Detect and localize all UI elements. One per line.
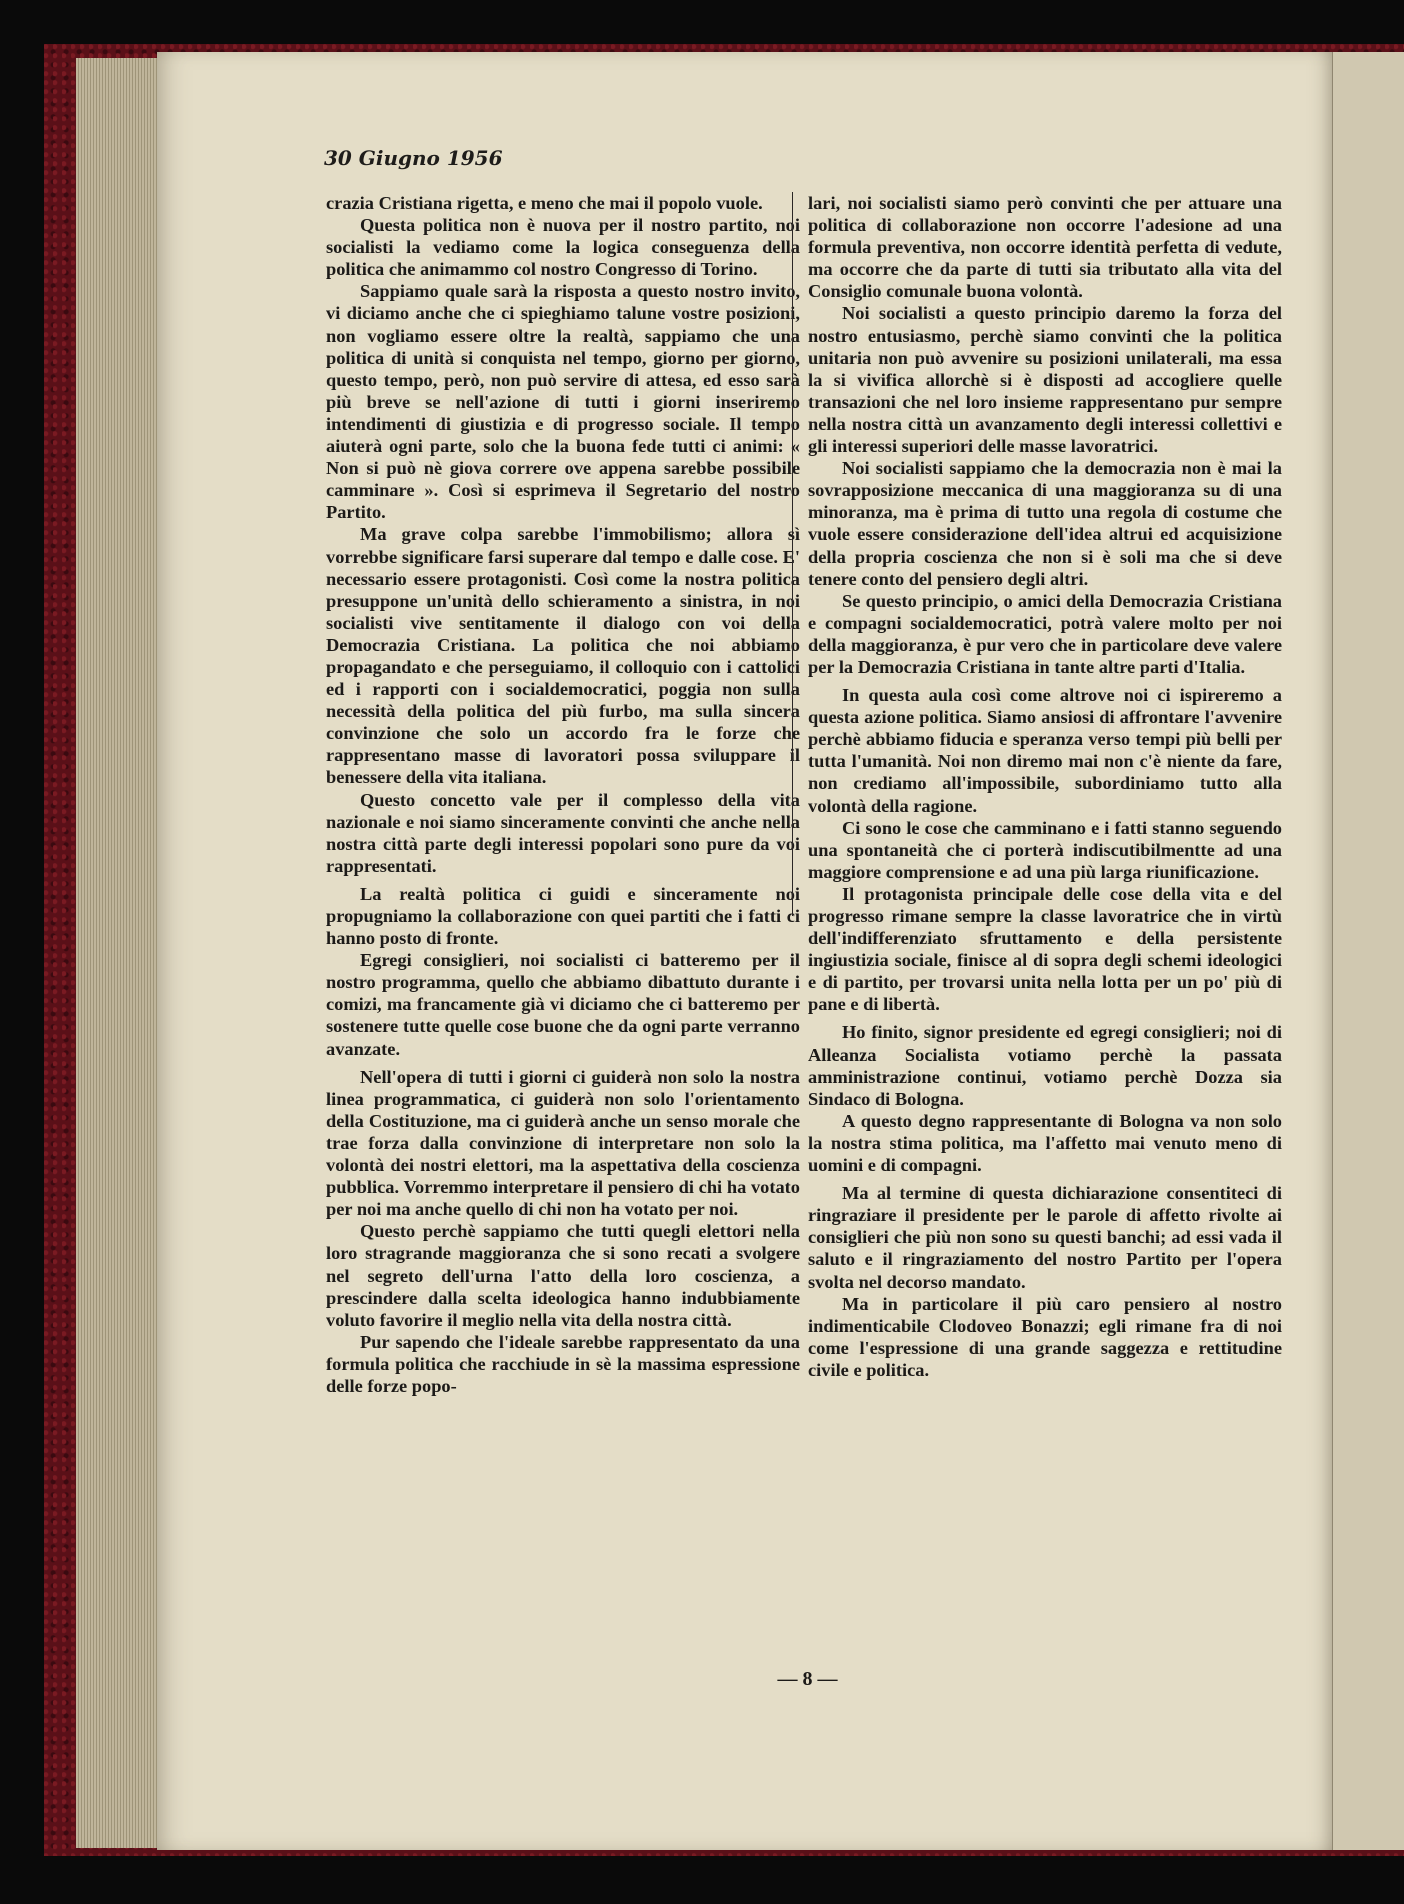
- paragraph: Il protagonista principale delle cose della vita e del progresso rimane sempre la classe lavoratrice che in virtù dell'indifferenziato sfruttamento e della persistente ingiustizia sociale, finisce al di sopra degli schemi ideologici e di partito, per trovarsi unita nella lotta per un po' più di pane e di libertà.: [808, 883, 1282, 1015]
- text-column-left: [326, 192, 800, 1397]
- column-divider: [792, 192, 793, 916]
- paragraph: crazia Cristiana rigetta, e meno che mai il popolo vuole.: [326, 193, 763, 213]
- paragraph: Pur sapendo che l'ideale sarebbe rappresentato da una formula politica che racchiude in sè la massima espressione delle forze popo-: [326, 1331, 800, 1396]
- paragraph: Nell'opera di tutti i giorni ci guiderà non solo la nostra linea programmatica, ci guiderà non solo l'orientamento della Costituzione, ma ci guiderà anche un senso morale che trae forza dalla convinzione di interpretare non solo la volontà dei nostri elettori, ma la aspettativa della coscienza pubblica. Vorremmo interpretare il pensiero di chi ha votato per noi ma anche quello di chi non ha votato per noi.: [326, 1066, 800, 1220]
- paragraph: lari, noi socialisti siamo però convinti che per attuare una politica di collaborazione non occorre l'adesione ad una formula preventiva, non occorre identità perfetta di vedute, ma occorre che da parte di tutti sia tributato alla vita del Consiglio comunale buona volontà.: [808, 193, 1282, 302]
- paragraph: A questo degno rappresentante di Bologna va non solo la nostra stima politica, ma l'affetto mai venuto meno di uomini e di compagni.: [808, 1110, 1282, 1176]
- paragraph: Ma in particolare il più caro pensiero al nostro indimenticabile Clodoveo Bonazzi; egli rimane fra di noi come l'espressione di una grande saggezza e rettitudine civile e politica.: [808, 1293, 1282, 1380]
- paragraph: Ci sono le cose che camminano e i fatti stanno seguendo una spontaneità che ci porterà indiscutibilmentte ad una maggiore comprensione e ad una più larga riunificazione.: [808, 817, 1282, 882]
- paragraph: Questo perchè sappiamo che tutti quegli elettori nella loro stragrande maggioranza che si sono recati a svolgere nel segreto dell'urna l'atto della loro coscienza, a prescindere dalla scelta ideologica hanno indubbiamente voluto favorire il meglio nella vita della nostra città.: [326, 1221, 800, 1330]
- paragraph: Ho finito, signor presidente ed egregi consiglieri; noi di Alleanza Socialista votiamo perchè la passata amministrazione continui, votiamo perchè Dozza sia Sindaco di Bologna.: [808, 1022, 1282, 1109]
- paragraph: Ma al termine di questa dichiarazione consentiteci di ringraziare il presidente per le parole di affetto rivolte ai consiglieri che più non sono su questi banchi; ad essi vada il saluto e il ringraziamento del nostro Partito per l'opera svolta nel decorso mandato.: [808, 1183, 1282, 1292]
- facing-page-edge: [1330, 52, 1404, 1850]
- paragraph: Sappiamo quale sarà la risposta a questo nostro invito, vi diciamo anche che ci spieghiamo talune vostre posizioni, non vogliamo essere oltre la realtà, sappiamo che una politica di unità si conquista nel tempo, giorno per giorno, questo tempo, però, non può servire di attesa, ed esso sarà più breve se nell'azione di tutti i giorni inseriremo intendimenti di giustizia e di progresso sociale. Il tempo aiuterà ogni parte, solo che la buona fede tutti ci animi: « Non si può nè giova correre ove appena sarebbe possibile camminare ». Così si esprimeva il Segretario del nostro Partito.: [326, 281, 800, 523]
- paragraph: Noi socialisti sappiamo che la democrazia non è mai la sovrapposizione meccanica di una maggioranza su di una minoranza, ma è prima di tutto una regola di costume che vuole essere considerazione dell'idea altrui ed acquisizione della propria coscienza che non si è soli ma che si deve tenere conto del pensiero degli altri.: [808, 458, 1282, 589]
- paragraph: Ma grave colpa sarebbe l'immobilismo; allora sì vorrebbe significare farsi superare dal tempo e dalle cose. E' necessario essere protagonisti. Così come la nostra politica presuppone un'unità dello schieramento a sinistra, in noi socialisti vive sentitamente il dialogo con voi della Democrazia Cristiana. La politica che noi abbiamo propagandato e che perseguiamo, il colloquio con i cattolici ed i rapporti con i socialdemocratici, poggia non sulla necessità della politica del più furbo, ma sulla sincera convinzione che solo un accordo fra le forze che rappresentano masse di lavoratori possa sviluppare il benessere della vita italiana.: [326, 524, 800, 788]
- paragraph: La realtà politica ci guidi e sinceramente noi propugniamo la collaborazione con quei partiti che i fatti ci hanno posto di fronte.: [326, 883, 800, 949]
- paragraph: Questo concetto vale per il complesso della vita nazionale e noi siamo sinceramente convinti che anche nella nostra città parte degli interessi popolari sono pure da voi rappresentati.: [326, 789, 800, 876]
- paragraph: Egregi consiglieri, noi socialisti ci batteremo per il nostro programma, quello che abbiamo dibattuto durante i comizi, ma francamente già vi diciamo che ci batteremo per sostenere tutte quelle cose buone che da ogni parte verranno avanzate.: [326, 950, 800, 1059]
- page-date-header: 30 Giugno 1956: [324, 146, 503, 170]
- paragraph: Noi socialisti a questo principio daremo la forza del nostro entusiasmo, perchè siamo convinti che la politica unitaria non può avvenire su posizioni unilaterali, ma essa la si vivifica allorchè si è disposti ad accogliere quelle transazioni che nel loro insieme rappresentano pur sempre nella nostra città un avanzamento degli interessi collettivi e gli interessi superiori delle masse lavoratrici.: [808, 303, 1282, 457]
- page-number: — 8 —: [777, 1668, 838, 1690]
- paragraph: Se questo principio, o amici della Democrazia Cristiana e compagni socialdemocratici, potrà valere molto per noi della maggioranza, è pur vero che in particolare deve valere per la Democrazia Cristiana in tante altre parti d'Italia.: [808, 590, 1282, 677]
- paragraph: In questa aula così come altrove noi ci ispireremo a questa azione politica. Siamo ansiosi di affrontare l'avvenire perchè abbiamo fiducia e speranza verso tempi più belli per tutta l'umanità. Noi non diremo mai non c'è niente da fare, non crediamo all'impossibile, subordiniamo tutto alla volontà della ragione.: [808, 685, 1282, 816]
- paragraph: Questa politica non è nuova per il nostro partito, noi socialisti la vediamo come la logica conseguenza della politica che animammo col nostro Congresso di Torino.: [326, 215, 800, 280]
- text-column-right: [808, 192, 1282, 1381]
